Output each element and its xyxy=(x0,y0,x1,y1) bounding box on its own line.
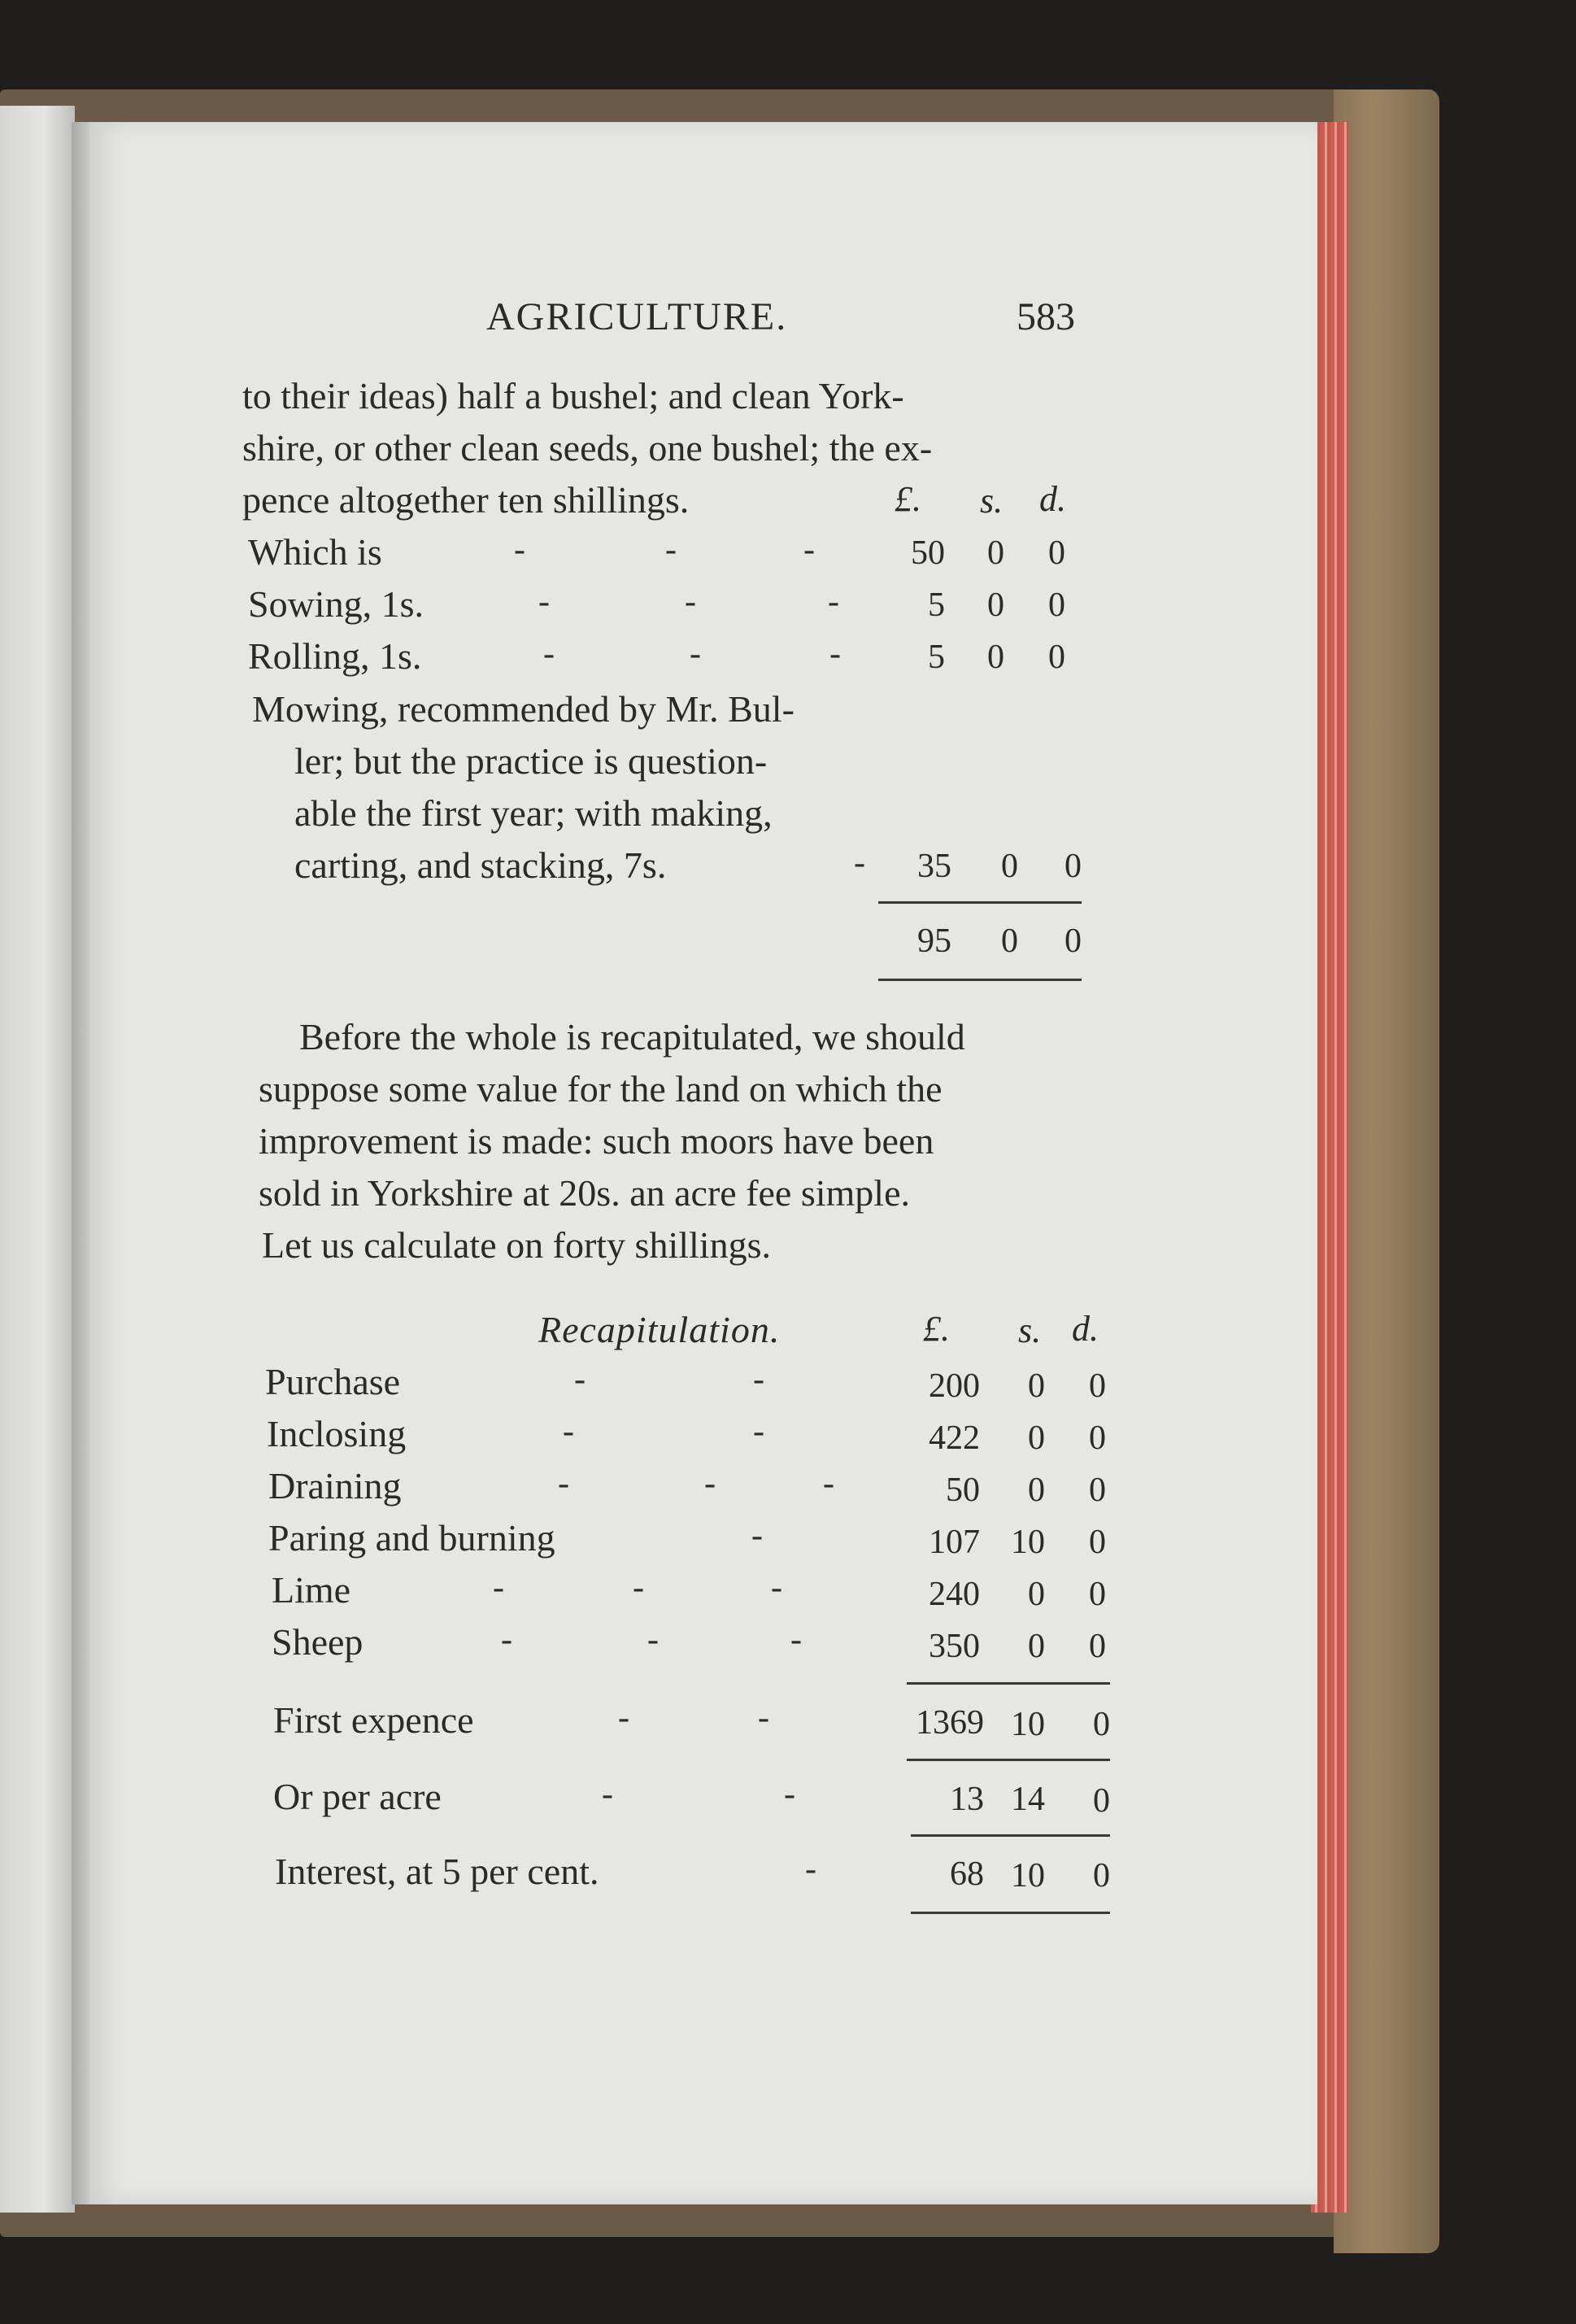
dash: - xyxy=(618,1699,629,1737)
total-rule xyxy=(878,979,1082,981)
per-acre-pence: 0 xyxy=(1093,1782,1110,1820)
dash: - xyxy=(823,1465,834,1502)
pence-head: d. xyxy=(1072,1309,1099,1349)
per-acre-pounds: 13 xyxy=(950,1781,984,1818)
shillings-head: s. xyxy=(980,481,1004,521)
dash: - xyxy=(514,531,525,569)
dash: - xyxy=(543,635,555,673)
dash: - xyxy=(704,1465,716,1502)
dash: - xyxy=(828,583,839,621)
text-line: shire, or other clean seeds, one bushel; the ex- xyxy=(242,427,933,469)
dash: - xyxy=(633,1569,644,1607)
pence-value: 0 xyxy=(1089,1628,1106,1665)
dash: - xyxy=(803,531,815,569)
pounds-value: 50 xyxy=(911,534,945,572)
mowing-line: ler; but the practice is question- xyxy=(294,740,768,782)
pounds-value: 350 xyxy=(929,1628,980,1665)
pounds-value: 200 xyxy=(929,1367,980,1405)
dash: - xyxy=(501,1621,512,1659)
sum-rule xyxy=(907,1682,1110,1685)
running-head: AGRICULTURE. xyxy=(486,295,788,338)
interest-shillings: 10 xyxy=(1011,1857,1045,1895)
paragraph-line: Before the whole is recapitulated, we should xyxy=(299,1016,965,1057)
sum-rule xyxy=(911,1834,1110,1837)
pounds-value: 50 xyxy=(946,1472,980,1509)
per-acre-shillings: 14 xyxy=(1011,1781,1045,1818)
pence-value: 0 xyxy=(1089,1419,1106,1457)
shillings-value: 0 xyxy=(1028,1367,1045,1405)
pounds-head: £. xyxy=(895,479,921,519)
text-line: pence altogether ten shillings. xyxy=(242,479,690,521)
recap-label: Sheep xyxy=(272,1621,364,1663)
pounds-value: 5 xyxy=(928,586,945,624)
pence-value: 0 xyxy=(1048,534,1065,572)
paragraph-line: suppose some value for the land on which the xyxy=(259,1068,943,1110)
paragraph-line: Let us calculate on forty shillings. xyxy=(262,1224,771,1266)
interest-label: Interest, at 5 per cent. xyxy=(275,1851,599,1892)
book-board xyxy=(1334,89,1439,2253)
dash: - xyxy=(784,1776,795,1813)
pounds-value: 107 xyxy=(929,1524,980,1561)
pounds-value: 35 xyxy=(917,848,951,885)
pence-value: 0 xyxy=(1089,1524,1106,1561)
recap-label: Lime xyxy=(272,1569,351,1611)
shillings-value: 0 xyxy=(1028,1628,1045,1665)
pence-value: 0 xyxy=(1048,586,1065,624)
pence-value: 0 xyxy=(1048,639,1065,676)
total-shillings: 0 xyxy=(1001,922,1018,960)
pence-value: 0 xyxy=(1089,1367,1106,1405)
per-acre-label: Or per acre xyxy=(273,1776,442,1817)
shillings-value: 0 xyxy=(987,586,1004,624)
dash: - xyxy=(665,531,677,569)
dash: - xyxy=(685,583,696,621)
pounds-value: 240 xyxy=(929,1576,980,1613)
shillings-value: 0 xyxy=(1001,848,1018,885)
total-pounds: 95 xyxy=(917,922,951,960)
sum-rule xyxy=(878,901,1082,904)
mowing-line: able the first year; with making, xyxy=(294,792,773,834)
recap-label: Inclosing xyxy=(267,1413,407,1454)
dash: - xyxy=(602,1776,613,1813)
row-label: Rolling, 1s. xyxy=(248,635,422,677)
recap-label: Paring and burning xyxy=(268,1517,555,1559)
pounds-value: 422 xyxy=(929,1419,980,1457)
shillings-head: s. xyxy=(1018,1310,1042,1350)
dash: - xyxy=(829,635,841,673)
first-expence-shillings: 10 xyxy=(1011,1706,1045,1743)
dash: - xyxy=(771,1569,782,1607)
dash: - xyxy=(758,1699,769,1737)
pence-value: 0 xyxy=(1089,1472,1106,1509)
dash: - xyxy=(805,1851,816,1888)
dash: - xyxy=(790,1621,802,1659)
pounds-head: £. xyxy=(923,1309,950,1349)
pounds-value: 5 xyxy=(928,639,945,676)
paragraph-line: improvement is made: such moors have been xyxy=(259,1120,934,1162)
interest-pounds: 68 xyxy=(950,1855,984,1893)
dash: - xyxy=(854,844,865,882)
dash: - xyxy=(753,1361,764,1398)
total-pence: 0 xyxy=(1064,922,1082,960)
dash: - xyxy=(563,1413,574,1450)
paragraph-line: sold in Yorkshire at 20s. an acre fee simple. xyxy=(259,1172,911,1214)
recapitulation-title: Recapitulation. xyxy=(538,1309,781,1350)
dash: - xyxy=(751,1517,763,1554)
pence-head: d. xyxy=(1039,479,1066,519)
mowing-line: Mowing, recommended by Mr. Bul- xyxy=(252,688,795,730)
dash: - xyxy=(493,1569,504,1607)
dash: - xyxy=(647,1621,659,1659)
page-number: 583 xyxy=(1017,295,1075,338)
first-expence-pounds: 1369 xyxy=(916,1704,984,1742)
dash: - xyxy=(538,583,550,621)
shillings-value: 0 xyxy=(1028,1419,1045,1457)
shillings-value: 0 xyxy=(987,534,1004,572)
first-expence-label: First expence xyxy=(273,1699,474,1741)
recap-label: Purchase xyxy=(265,1361,401,1402)
row-label: Which is xyxy=(248,531,382,573)
shillings-value: 10 xyxy=(1011,1524,1045,1561)
pence-value: 0 xyxy=(1064,848,1082,885)
dash: - xyxy=(690,635,701,673)
shillings-value: 0 xyxy=(1028,1472,1045,1509)
first-expence-pence: 0 xyxy=(1093,1706,1110,1743)
left-page xyxy=(0,106,75,2213)
recap-label: Draining xyxy=(268,1465,402,1506)
row-label: Sowing, 1s. xyxy=(248,583,424,625)
shillings-value: 0 xyxy=(1028,1576,1045,1613)
text-line: to their ideas) half a bushel; and clean York- xyxy=(242,375,904,416)
shillings-value: 0 xyxy=(987,639,1004,676)
interest-pence: 0 xyxy=(1093,1857,1110,1895)
pence-value: 0 xyxy=(1089,1576,1106,1613)
final-rule xyxy=(911,1912,1110,1914)
dash: - xyxy=(753,1413,764,1450)
dash: - xyxy=(558,1465,569,1502)
sum-rule xyxy=(907,1759,1110,1761)
mowing-line: carting, and stacking, 7s. xyxy=(294,844,667,886)
dash: - xyxy=(574,1361,586,1398)
